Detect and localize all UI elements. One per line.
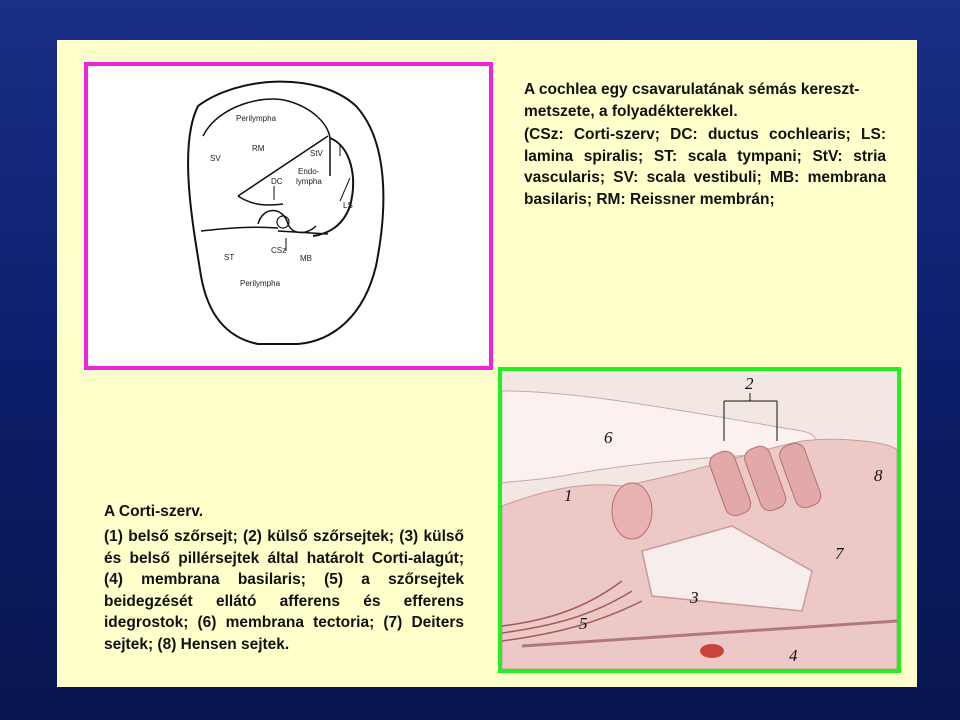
cochlea-legend: (CSz: Corti-szerv; DC: ductus cochlearis; LS: lamina spiralis; ST: scala tympani; StV: stria vascularis; SV: scala vestibuli; MB: membrana basilaris; RM: Reissner membrán; bbox=[524, 126, 886, 208]
number-8: 8 bbox=[874, 466, 883, 485]
number-5: 5 bbox=[579, 614, 588, 633]
cochlea-outer-wall bbox=[188, 82, 383, 344]
number-3: 3 bbox=[690, 588, 699, 607]
number-7: 7 bbox=[835, 544, 844, 563]
cochlea-cross-section-diagram bbox=[88, 66, 489, 366]
label-mb: MB bbox=[300, 254, 312, 263]
label-endo-2: lympha bbox=[296, 177, 322, 186]
organ-of-corti-diagram bbox=[502, 371, 897, 669]
number-4: 4 bbox=[789, 646, 798, 665]
cochlea-diagram-frame bbox=[84, 62, 493, 370]
label-sv: SV bbox=[210, 154, 221, 163]
outer-hair-cells bbox=[707, 440, 824, 518]
corti-legend: (1) belső szőrsejt; (2) külső szőrsejtek; (3) külső és belső pillérsejtek által határolt Corti-alagút; (4) membrana basilaris; (5) a szőrsejtek beidegzését ellátó afferens és efferens idegrostok; (6) membrana tectoria; (7) Deiters sejtek; (8) Hensen sejtek. bbox=[104, 528, 464, 653]
number-1: 1 bbox=[564, 486, 573, 505]
inner-hair-cell bbox=[612, 483, 652, 539]
label-perilympha-top: Perilympha bbox=[236, 114, 277, 123]
ductus-cochlearis-floor bbox=[238, 196, 283, 205]
number-2: 2 bbox=[745, 374, 754, 393]
label-st: ST bbox=[224, 253, 235, 262]
scala-vestibuli-wall bbox=[203, 99, 330, 176]
label-rm: RM bbox=[252, 144, 265, 153]
corti-heading: A Corti-szerv. bbox=[104, 503, 204, 520]
blood-vessel bbox=[700, 644, 724, 658]
label-csz: CSz bbox=[271, 246, 287, 255]
label-dc: DC bbox=[271, 177, 283, 186]
basilar-membrane bbox=[278, 231, 328, 234]
label-stv: StV bbox=[310, 149, 323, 158]
arrow-ls bbox=[340, 178, 350, 201]
label-perilympha-bottom: Perilympha bbox=[240, 279, 281, 288]
label-ls: LS bbox=[343, 201, 353, 210]
organ-of-corti-shape bbox=[258, 211, 316, 233]
number-6: 6 bbox=[604, 428, 613, 447]
lamina-spiralis bbox=[201, 227, 278, 231]
slide-panel bbox=[57, 40, 917, 687]
corti-diagram-frame bbox=[498, 367, 901, 673]
label-endo-1: Endo- bbox=[298, 167, 320, 176]
cochlea-title: A cochlea egy csavarulatának sémás kereszt-metszete, a folyadékterekkel. bbox=[524, 81, 860, 120]
